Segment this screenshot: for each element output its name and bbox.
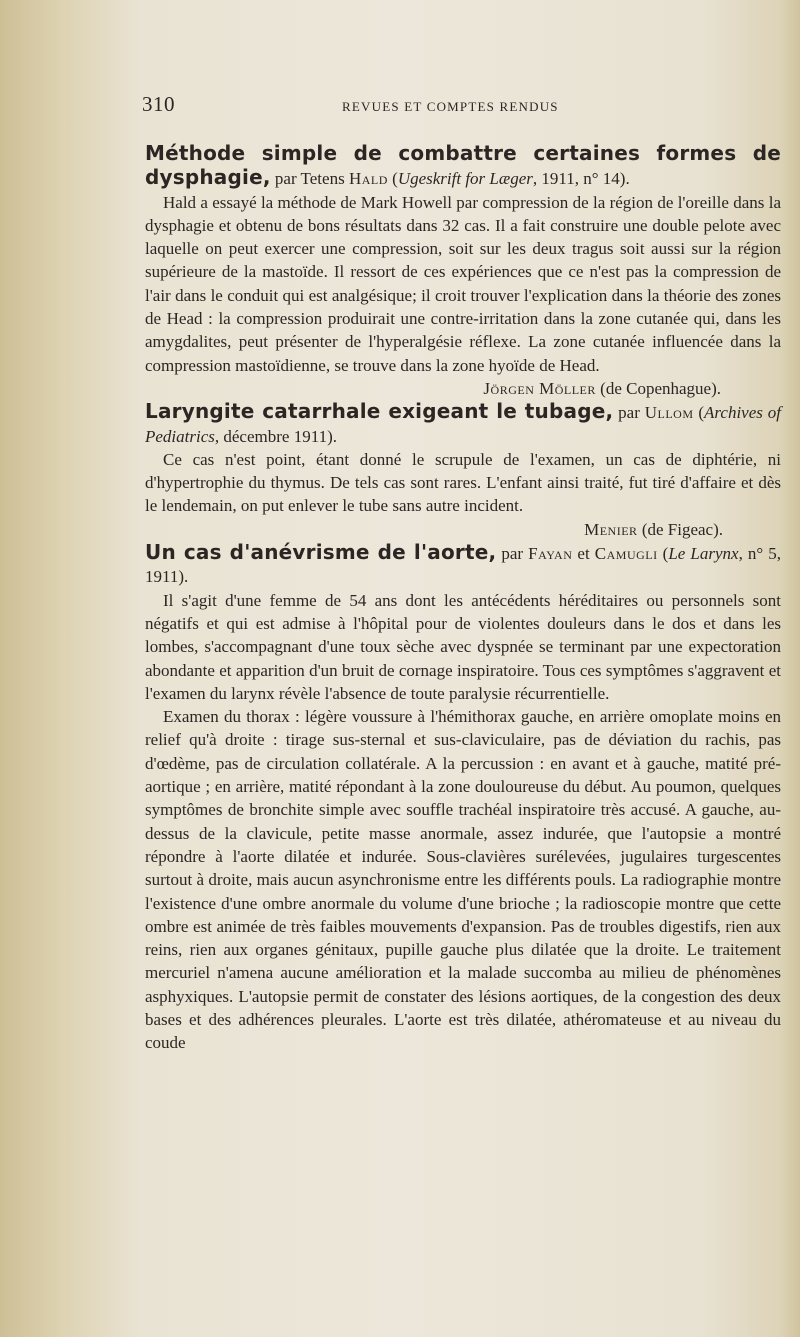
article-heading-dysphagie: Méthode simple de combattre certaines formes de dysphagie, par Tetens Hald (Ugeskrift for Læger, 1911, n° 14). [145,141,781,190]
author-prefix: par [613,403,645,423]
source-journal: Le Larynx [668,544,739,564]
article-title: Méthode simple de combattre certaines formes de dysphagie, [145,141,781,190]
article-heading-laryngite: Laryngite catarrhale exigeant le tubage, par Ullom (Archives of Pediatrics, décembre 1911). [145,399,781,446]
reviewer-signature [145,377,781,400]
article-paragraph: Ce cas n'est point, étant donné le scrupule de l'examen, un cas de diphtérie, ni d'hypertrophie du thymus. De tels cas sont rares. L'enfant ainsi traité, fut tiré d'affaire et dès le lendemain, on put enlever le tube sans autre incident. [145,449,781,516]
journal-title: REVUES ET COMPTES RENDUS [342,99,559,114]
reviewer-place: (de Figeac). [637,519,723,539]
author-name: Ullom [644,403,694,423]
article-title: Un cas d'anévrisme de l'aorte, [145,540,497,565]
source-journal: Archives of Pediatrics [145,403,781,446]
article-paragraph: Examen du thorax : légère voussure à l'hémithorax gauche, en arrière omoplate moins en relief qu'à droite : tirage sus-sternal et sus-claviculaire, pas de déviation du rachis, pas d'œdème, pas de circulation collatérale. A la percussion : en avant et à gauche, matité pré-aortique ; en arrière, matité répondant à la zone douloureuse du début. Au poumon, quelques symptômes de bronchite simple avec souffle trachéal inspiratoire très accusé. A gauche, au-dessus de la clavicule, petite masse anormale, assez indurée, que l'autopsie a montré répondre à l'aorte dilatée et indurée. Sous-clavières surélevées, jugulaires turgescentes surtout à droite, mais aucun asynchronisme entre les différents pouls. La radiographie montre l'existence d'une ombre anormale du volume d'une brioche ; la radioscopie montre que cette ombre est animée de très faibles mouvements d'expansion. Pas de troubles digestifs, rien aux reins, rien aux organes génitaux, pupille gauche plus dilatée que la droite. Le traitement mercuriel n'amena aucune amélioration et la malade succomba au milieu de phénomènes asphyxiques. L'autopsie permit de constater des lésions aortiques, de la congestion des deux bases et des adhérences pleurales. L'aorte est très dilatée, athéromateuse et au niveau du coude [145,707,781,1053]
author-prefix: par Tetens [270,169,349,189]
source-details: , décembre 1911). [214,426,337,446]
author-prefix: par [496,544,529,564]
reviewer-place: (de Copenhague). [595,378,721,398]
source-journal: Ugeskrift for Læger [397,169,533,189]
running-head [142,92,781,122]
source-details: , 1911, n° 14). [532,169,630,189]
reviewer-name: Menier [584,519,638,539]
author-name-2: Camugli [594,544,658,564]
author-name: Hald [348,169,388,189]
reviewer-name: Jörgen Möller [483,378,596,398]
reviewer-signature [145,518,781,541]
article-paragraph: Il s'agit d'une femme de 54 ans dont les antécédents héréditaires ou personnels sont négatifs et qui est admise à l'hôpital pour de violentes douleurs dans le dos et dans les lombes, s'accompagnant d'une toux sèche avec dyspnée se terminant par une expectoration abondante et apparition d'un bruit de cornage inspiratoire. Tous ces symptômes s'aggravent et l'examen du larynx révèle l'absence de toute paralysie récurrentielle. [145,590,781,703]
source-details: , n° 5, 1911). [145,544,781,587]
article-title: Laryngite catarrhale exigeant le tubage, [145,399,614,424]
author-joiner: et [572,544,595,564]
article-paragraph: Hald a essayé la méthode de Mark Howell par compression de la région de l'oreille dans la dysphagie et obtenu de bons résultats dans 32 cas. Il a fait construire une double pelote avec laquelle on peut exercer une compression, soit sur les deux tragus soit aussi sur la région supérieure de la mastoïde. Il ressort de ces expériences que ce n'est pas la compression de l'air dans le conduit qui est analgésique; il croit trouver l'explication dans la théorie des zones de Head : la compression produirait une contre-irritation dans la zone cutanée qui, dans les amygdalites, peut présenter de l'hyperalgésie réflexe. La zone cutanée influencée dans la compression mastoïdienne, se trouve dans la zone hyoïde de Head. [145,192,781,375]
author-name: Fayan [528,544,573,564]
article-heading-anevrisme: Un cas d'anévrisme de l'aorte, par Fayan et Camugli (Le Larynx, n° 5, 1911). [145,540,781,587]
text-column [142,92,781,1055]
page-number: 310 [142,92,175,116]
